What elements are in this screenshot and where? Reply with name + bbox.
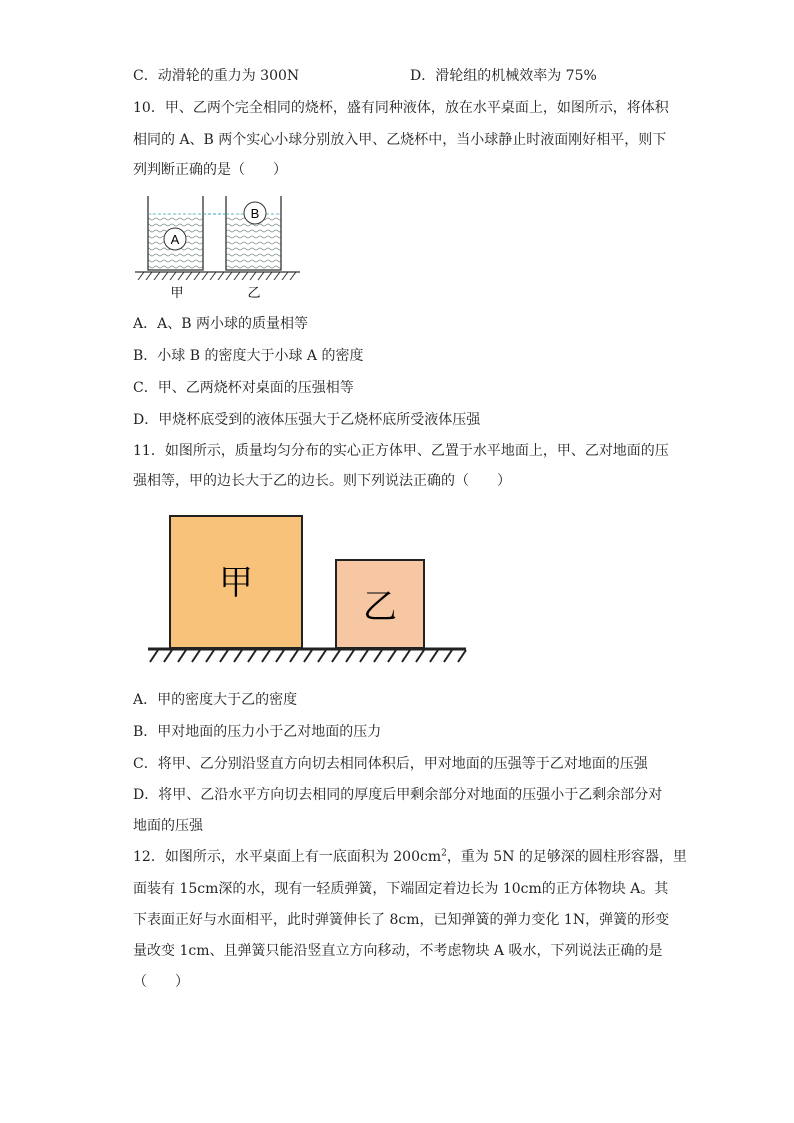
ball-a-label: A [170, 232, 180, 247]
q10-option-d: D．甲烧杯底受到的液体压强大于乙烧杯底所受液体压强 [133, 412, 481, 428]
ground-hatching [138, 272, 296, 280]
q11-option-b: B．甲对地面的压力小于乙对地面的压力 [133, 724, 382, 740]
q11-cubes-figure [144, 512, 470, 668]
q11-option-c: C．将甲、乙分别沿竖直方向切去相同体积后，甲对地面的压强等于乙对地面的压强 [133, 756, 648, 772]
q9-option-c: C．动滑轮的重力为 300N [133, 68, 300, 84]
q10-option-a: A．A、B 两小球的质量相等 [133, 316, 308, 332]
q12-stem-line-1: 12．如图所示，水平桌面上有一底面积为 $200cm^2$，重为 5N 的足够深的圆柱形容器，里 [133, 848, 687, 865]
q12-stem-line-2: 面装有 15cm深的水，现有一轻质弹簧，下端固定着边长为 10cm的正方体物块 A。其 [133, 881, 669, 897]
q10-option-b: B．小球 B 的密度大于小球 A 的密度 [133, 348, 364, 364]
q10-stem-line-1: 10．甲、乙两个完全相同的烧杯，盛有同种液体，放在水平桌面上，如图所示，将体积 [133, 100, 669, 116]
cube-jia-label: 甲 [219, 563, 253, 603]
q11-stem-line-2: 强相等，甲的边长大于乙的边长。则下列说法正确的（ ） [133, 473, 511, 489]
q12-stem-line-4: 量改变 1cm、且弹簧只能沿竖直立方向移动，不考虑物块 A 吸水，下列说法正确的是 [133, 943, 663, 959]
q11-option-d-line-2: 地面的压强 [133, 818, 203, 834]
ball-b-label: B [250, 206, 260, 221]
cube-yi-label: 乙 [363, 587, 397, 627]
q11-option-a: A．甲的密度大于乙的密度 [133, 692, 298, 708]
q12-stem-line-3: 下表面正好与水面相平，此时弹簧伸长了 8cm，已知弹簧的弹力变化 1N，弹簧的形变 [133, 912, 670, 928]
q10-option-c: C．甲、乙两烧杯对桌面的压强相等 [133, 380, 354, 396]
q10-beakers-figure [130, 192, 310, 304]
beaker-jia-label: 甲 [170, 286, 184, 301]
beaker-yi-label: 乙 [247, 286, 261, 301]
ground-hatching [150, 650, 466, 662]
q12-stem-line-5: （ ） [133, 974, 189, 990]
q11-option-d-line-1: D．将甲、乙沿水平方向切去相同的厚度后甲剩余部分对地面的压强小于乙剩余部分对 [133, 787, 663, 803]
q9-option-d: D．滑轮组的机械效率为 75% [410, 68, 597, 84]
q10-stem-line-2: 相同的 A、B 两个实心小球分别放入甲、乙烧杯中，当小球静止时液面刚好相平，则下 [133, 132, 667, 148]
q10-stem-line-3: 列判断正确的是（ ） [133, 162, 287, 178]
q11-stem-line-1: 11．如图所示，质量均匀分布的实心正方体甲、乙置于水平地面上，甲、乙对地面的压 [133, 443, 669, 459]
